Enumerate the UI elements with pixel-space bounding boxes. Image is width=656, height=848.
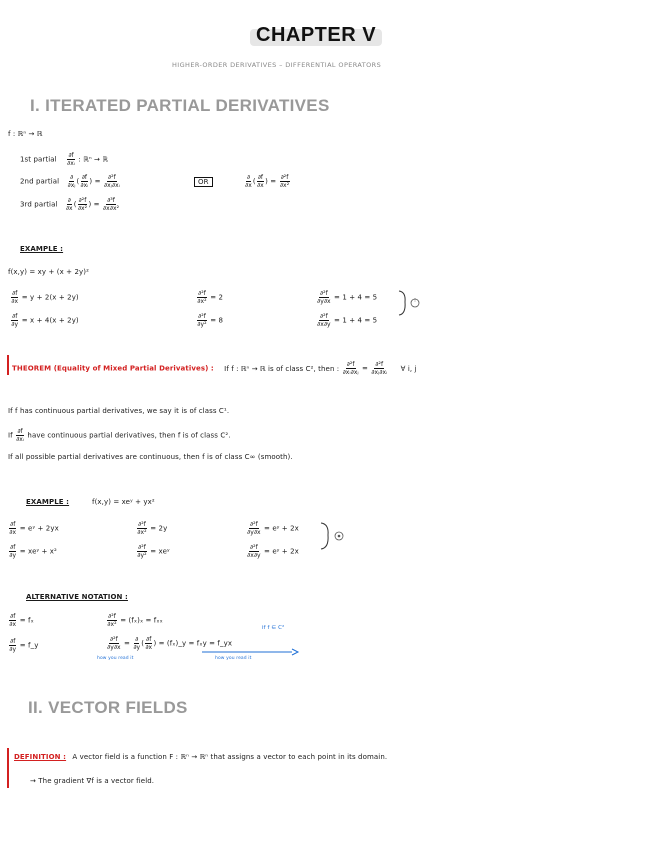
third-partial-label: 3rd partial [20, 200, 58, 209]
or-box: OR [194, 177, 213, 187]
definition-row [14, 753, 387, 761]
second-partial-label: 2nd partial [20, 177, 60, 186]
theorem-row: THEOREM (Equality of Mixed Partial Derivatives) : If f : ℝⁿ → ℝ is of class C², then : $\frac{\text{∂²f}}{\text{∂xᵢ∂xⱼ}}$ = $\frac{\text{∂²f}}{\text{∂xⱼ∂xᵢ}}$ ∀ i, j [12, 361, 417, 376]
second-op-frac: $\frac{\partial}{\text{∂xⱼ}}$ [67, 174, 76, 189]
ex2-fxy: $\frac{\text{∂²f}}{\partial x\partial y}$ = eʸ + 2x [247, 544, 299, 559]
class-line-2: If $\frac{\partial f}{\text{∂xᵢ}}$ have continuous partial derivatives, then f is of class C². [8, 428, 231, 443]
example-2-label: EXAMPLE : [26, 498, 70, 506]
second-partial-row: 2nd partial $\frac{\partial}{\text{∂xⱼ}}$ ( $\frac{\partial f}{\text{∂xᵢ}}$ ) = $\frac{\text{∂²f}}{\text{∂xⱼ∂xᵢ}}$ [20, 174, 120, 189]
example-1-label: EXAMPLE : [20, 245, 64, 253]
chapter-title: CHAPTER V [256, 24, 377, 46]
section-1-title: I. ITERATED PARTIAL DERIVATIVES [30, 96, 330, 115]
read-note-1: how you read it [97, 656, 134, 661]
example-2-func: f(x,y) = xeʸ + yx² [92, 498, 155, 506]
section-2-title: II. VECTOR FIELDS [28, 698, 188, 717]
ex2-fy: $\frac{\partial f}{\partial y}$ = xeʸ + x² [9, 544, 57, 559]
definition-label: DEFINITION : [14, 753, 67, 761]
ex2-fyy: $\frac{\text{∂²f}}{\text{∂y²}}$ = xeʸ [137, 544, 170, 559]
first-partial-label: 1st partial [20, 155, 57, 164]
notation-fx: $\frac{\partial f}{\partial x}$ = fₓ [9, 613, 34, 628]
definition-text: A vector field is a function F : ℝⁿ → ℝⁿ that assigns a vector to each point in its domain. [72, 753, 388, 761]
theorem-bar [7, 355, 9, 375]
function-map: f : ℝⁿ → ℝ [8, 130, 43, 138]
arrow-icon [200, 648, 300, 656]
first-partial-frac: $\frac{\partial f}{\text{∂xᵢ}}$ [67, 152, 76, 167]
second-result-frac: $\frac{\text{∂²f}}{\text{∂xⱼ∂xᵢ}}$ [103, 174, 120, 189]
notation-c2-note: if f ∈ C² [262, 625, 285, 631]
theorem-label: THEOREM (Equality of Mixed Partial Derivatives) : [12, 364, 214, 373]
gradient-line: → The gradient ∇f is a vector field. [30, 777, 155, 785]
first-partial-expr: : ℝⁿ → ℝ [78, 155, 108, 164]
class-line-3: If all possible partial derivatives are continuous, then f is of class C∞ (smooth). [8, 453, 293, 461]
first-partial-row [20, 152, 108, 167]
chapter-subtitle: HIGHER-ORDER DERIVATIVES – DIFFERENTIAL OPERATORS [172, 61, 382, 69]
definition-bar [7, 748, 9, 788]
second-partial-alt: $\frac{\partial}{\partial x}$ ( $\frac{\partial f}{\partial x}$ ) = $\frac{\text{∂²f}}{\text{∂x²}}$ [245, 174, 290, 189]
theorem-tail: ∀ i, j [400, 364, 417, 373]
notation-fxy: $\frac{\text{∂²f}}{\partial y\partial x}$ = $\frac{\partial}{\partial y}$ ( $\frac{\partial f}{\partial x}$ ) = (fₓ)_y = fₓy = f_yx [107, 636, 233, 651]
ex2-fyx: $\frac{\text{∂²f}}{\partial y\partial x}$ = eʸ + 2x [247, 521, 299, 536]
ex2-fx: $\frac{\partial f}{\partial x}$ = eʸ + 2yx [9, 521, 59, 536]
notation-fy: $\frac{\partial f}{\partial y}$ = f_y [9, 638, 39, 653]
brace-icon-2 [318, 520, 348, 552]
ex1-fy: $\frac{\partial f}{\partial y}$ = x + 4(x + 2y) [11, 313, 79, 328]
example-1-func: f(x,y) = xy + (x + 2y)² [8, 268, 89, 276]
theorem-text: If f : ℝⁿ → ℝ is of class C², then : [224, 364, 340, 373]
ex2-fxx: $\frac{\text{∂²f}}{\text{∂x²}}$ = 2y [137, 521, 168, 536]
ex1-fx: $\frac{\partial f}{\partial x}$ = y + 2(x + 2y) [11, 290, 79, 305]
ex1-mark: ! [414, 298, 417, 304]
class-line-1: If f has continuous partial derivatives, we say it is of class C¹. [8, 407, 230, 415]
read-note-2: how you read it [215, 656, 252, 661]
third-partial-row: 3rd partial $\frac{\partial}{\partial x}$ ( $\frac{\text{∂²f}}{\text{∂x²}}$ ) = $\frac{\text{∂³f}}{\text{∂x∂x²}}$ [20, 197, 120, 212]
notation-fxx: $\frac{\text{∂²f}}{\text{∂x²}}$ = (fₓ)ₓ = fₓₓ [107, 613, 163, 628]
ex1-fxx: $\frac{\text{∂²f}}{\text{∂x²}}$ = 2 [197, 290, 224, 305]
ex1-fxy: $\frac{\text{∂²f}}{\partial x\partial y}$ = 1 + 4 = 5 [317, 313, 378, 328]
brace-icon [396, 288, 424, 318]
ex1-fyx: $\frac{\text{∂²f}}{\partial y\partial x}$ = 1 + 4 = 5 [317, 290, 378, 305]
second-inner-frac: $\frac{\partial f}{\text{∂xᵢ}}$ [80, 174, 89, 189]
notation-label: ALTERNATIVE NOTATION : [26, 593, 128, 601]
ex1-fyy: $\frac{\text{∂²f}}{\text{∂y²}}$ = 8 [197, 313, 224, 328]
